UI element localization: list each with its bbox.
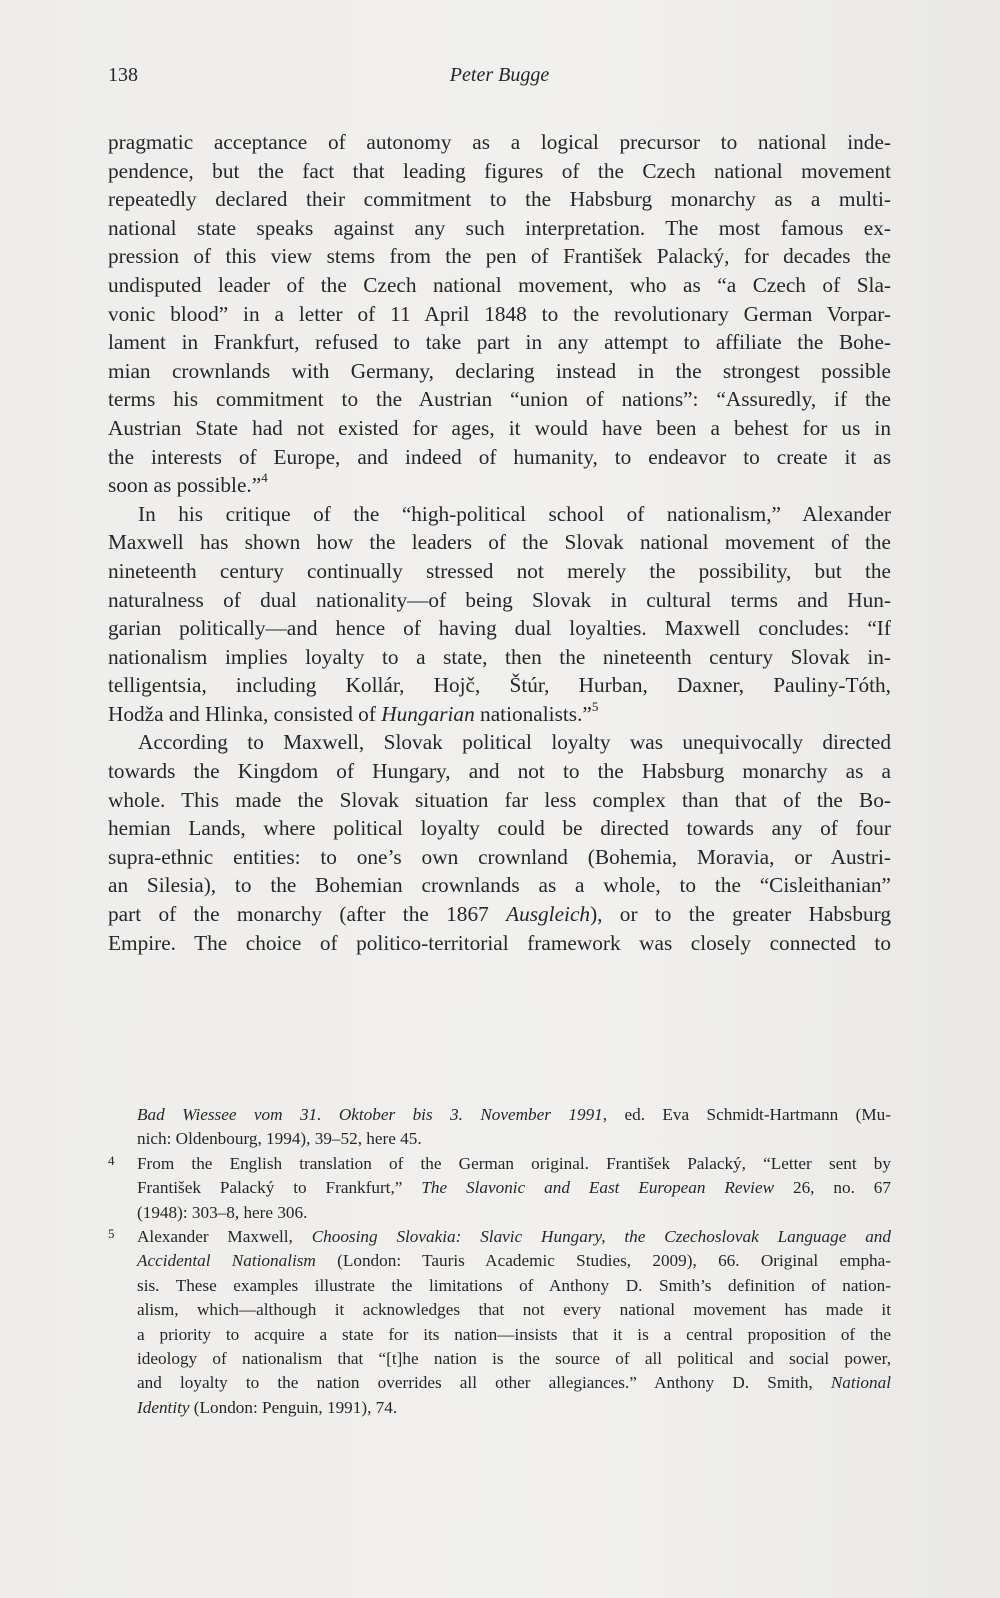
text-run: soon as possible.” bbox=[108, 473, 262, 498]
text-line bbox=[108, 700, 891, 729]
text-run: 26, no. 67 bbox=[774, 1178, 891, 1198]
footnote-line bbox=[137, 1225, 891, 1249]
text-line: an Silesia), to the Bohemian crownlands as a whole, to the “Cisleithanian” bbox=[108, 873, 891, 898]
italic-run: Hungarian bbox=[381, 701, 475, 726]
text-line: supra-ethnic entities: to one’s own crownland (Bohemia, Moravia, or Austri- bbox=[108, 844, 891, 869]
footnote-line: From the English translation of the German original. František Palacký, “Letter sent by bbox=[137, 1153, 891, 1173]
text-run: part of the monarchy (after the 1867 bbox=[108, 902, 507, 927]
italic-run: Choosing Slovakia: Slavic Hungary, the Czechoslovak Language and bbox=[311, 1226, 891, 1246]
italic-run: Accidental Nationalism bbox=[137, 1251, 316, 1271]
footnote-ref-4[interactable]: 4 bbox=[261, 470, 268, 486]
italic-run: National bbox=[830, 1373, 891, 1393]
footnote-line bbox=[137, 1396, 891, 1420]
text-line: nineteenth century continually stressed not merely the possibility, but the bbox=[108, 558, 891, 583]
text-line: pression of this view stems from the pen of František Palacký, for decades the bbox=[108, 244, 891, 269]
text-line: vonic blood” in a letter of 11 April 1848 to the revolutionary German Vorpar- bbox=[108, 301, 891, 326]
text-line: undisputed leader of the Czech national movement, who as “a Czech of Sla- bbox=[108, 272, 891, 297]
footnote-3-continued bbox=[108, 1103, 891, 1152]
body-text bbox=[108, 128, 891, 957]
text-line: lament in Frankfurt, refused to take part in any attempt to affiliate the Bohe- bbox=[108, 330, 891, 355]
text-line: national state speaks against any such interpretation. The most famous ex- bbox=[108, 215, 891, 240]
footnote-5 bbox=[108, 1225, 891, 1420]
text-run: and loyalty to the nation overrides all other allegiances.” Anthony D. Smith, bbox=[137, 1373, 831, 1393]
footnote-ref-5[interactable]: 5 bbox=[591, 698, 599, 714]
text-line: whole. This made the Slovak situation far less complex than that of the Bo- bbox=[108, 787, 891, 812]
footnote-line: nich: Oldenbourg, 1994), 39–52, here 45. bbox=[137, 1129, 422, 1149]
text-run: František Palacký to Frankfurt,” bbox=[137, 1178, 422, 1198]
italic-run: Ausgleich bbox=[506, 902, 591, 927]
footnotes bbox=[108, 1103, 891, 1420]
text-line: Austrian State had not existed for ages, it would have been a behest for us in bbox=[108, 415, 891, 440]
text-line: nationalism implies loyalty to a state, then the nineteenth century Slovak in- bbox=[108, 644, 891, 669]
text-line: According to Maxwell, Slovak political loyalty was unequivocally directed bbox=[138, 730, 891, 755]
italic-run: Bad Wiessee vom 31. Oktober bis 3. November 1991 bbox=[137, 1105, 603, 1124]
footnote-line bbox=[137, 1103, 891, 1127]
page-header bbox=[108, 64, 891, 94]
paragraph-2 bbox=[108, 500, 891, 729]
text-line bbox=[108, 471, 891, 500]
footnote-line: ideology of nationalism that “[t]he nation is the source of all political and social power, bbox=[137, 1348, 891, 1368]
footnote-marker: 4 bbox=[108, 1152, 115, 1168]
text-line: towards the Kingdom of Hungary, and not to the Habsburg monarchy as a bbox=[108, 759, 891, 784]
text-run: Alexander Maxwell, bbox=[137, 1226, 312, 1246]
text-line: garian politically—and hence of having dual loyalties. Maxwell concludes: “If bbox=[108, 616, 891, 641]
italic-run: The Slavonic and East European Review bbox=[421, 1178, 775, 1198]
text-line: pendence, but the fact that leading figures of the Czech national movement bbox=[108, 158, 891, 183]
footnote-line bbox=[137, 1176, 891, 1200]
text-line: Maxwell has shown how the leaders of the Slovak national movement of the bbox=[108, 530, 891, 555]
paragraph-1 bbox=[108, 128, 891, 500]
footnote-line: sis. These examples illustrate the limitations of Anthony D. Smith’s definition of nation- bbox=[137, 1275, 891, 1295]
text-line: hemian Lands, where political loyalty could be directed towards any of four bbox=[108, 816, 891, 841]
footnote-line bbox=[137, 1371, 891, 1395]
footnote-line bbox=[137, 1249, 891, 1273]
page-number: 138 bbox=[108, 64, 138, 86]
text-line: mian crownlands with Germany, declaring instead in the strongest possible bbox=[108, 358, 891, 383]
footnote-line: alism, which—although it acknowledges that not every national movement has made it bbox=[137, 1300, 891, 1320]
text-run: (London: Tauris Academic Studies, 2009), 66. Original empha- bbox=[315, 1251, 891, 1271]
text-line bbox=[108, 900, 891, 929]
text-line: repeatedly declared their commitment to the Habsburg monarchy as a multi- bbox=[108, 187, 891, 212]
paragraph-3 bbox=[108, 728, 891, 957]
footnote-4 bbox=[108, 1152, 891, 1225]
text-run: (London: Penguin, 1991), 74. bbox=[189, 1397, 398, 1417]
text-run: , ed. Eva Schmidt-Hartmann (Mu- bbox=[602, 1105, 891, 1124]
text-line: telligentsia, including Kollár, Hojč, Štúr, Hurban, Daxner, Pauliny-Tóth, bbox=[108, 673, 891, 698]
footnote-line: a priority to acquire a state for its nation—insists that it is a central proposition of the bbox=[137, 1324, 891, 1344]
text-line: Empire. The choice of politico-territorial framework was closely connected to bbox=[108, 930, 891, 955]
text-run: nationalists.” bbox=[474, 701, 592, 726]
text-line: In his critique of the “high-political school of nationalism,” Alexander bbox=[138, 501, 891, 526]
text-line: the interests of Europe, and indeed of humanity, to endeavor to create it as bbox=[108, 444, 891, 469]
running-head: Peter Bugge bbox=[449, 64, 550, 86]
italic-run: Identity bbox=[137, 1397, 190, 1417]
text-run: Hodža and Hlinka, consisted of bbox=[108, 701, 382, 726]
footnote-line: (1948): 303–8, here 306. bbox=[137, 1202, 308, 1222]
text-line: pragmatic acceptance of autonomy as a logical precursor to national inde- bbox=[108, 130, 891, 154]
text-run: ), or to the greater Habsburg bbox=[590, 902, 891, 927]
text-line: terms his commitment to the Austrian “union of nations”: “Assuredly, if the bbox=[108, 387, 891, 412]
footnote-marker: 5 bbox=[108, 1225, 115, 1241]
text-line: naturalness of dual nationality—of being Slovak in cultural terms and Hun- bbox=[108, 587, 891, 612]
